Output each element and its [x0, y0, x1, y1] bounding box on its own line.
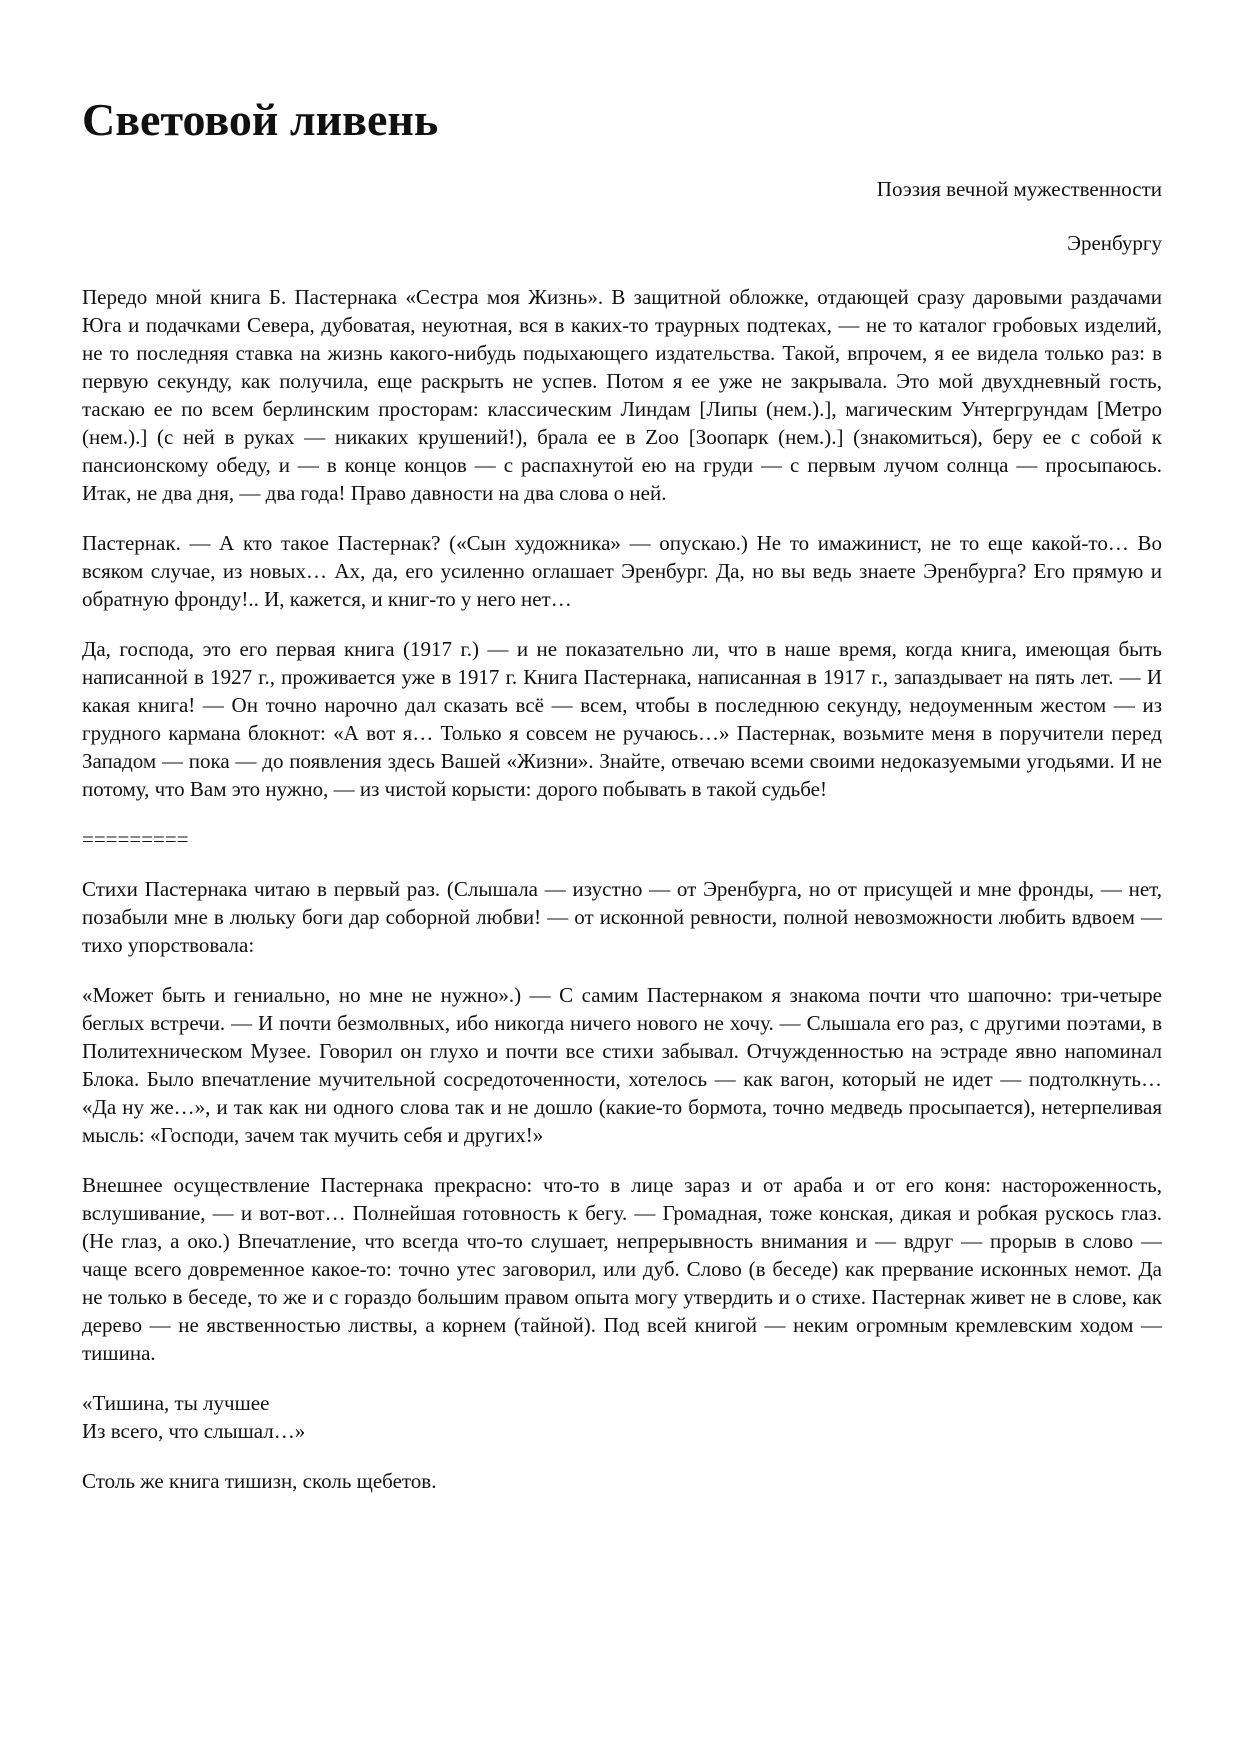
poem-quote [82, 1389, 1162, 1445]
dedication: Эренбургу [1067, 231, 1162, 256]
subtitle: Поэзия вечной мужественности [876, 177, 1162, 202]
paragraph-2: Пастернак. — А кто такое Пастернак? («Сын художника» — опускаю.) Не то имажинист, не то еще какой-то… Во всяком случае, из новых… Ах, да, его усиленно оглашает Эренбург. Да, но вы ведь знаете Эренбурга? Его прямую и обратную фронду!.. И, кажется, и книг-то у него нет… [82, 531, 1162, 612]
quote-line-2: Из всего, что слышал…» [82, 1419, 306, 1444]
document-title: Световой ливень [82, 94, 439, 145]
paragraph-6: Внешнее осуществление Пастернака прекрасно: что-то в лице зараз и от араба и от его коня: настороженность, вслушивание, — и вот-вот… Полнейшая готовность к бегу. — Громадная, тоже конская, дикая и робкая рускось глаз. (Не глаз, а око.) Впечатление, что всегда что-то слушает, непрерывность внимания и — вдруг — прорыв в слово — чаще всего довременное какое-то: точно утес заговорил, или дуб. Слово (в беседе) как прервание исконных немот. Да не только в беседе, то же и с гораздо большим правом опыта могу утвердить и о стихе. Пастернак живет не в слове, как дерево — не явственностью листвы, а корнем (тайной). Под всей книгой — неким огромным кремлевским ходом — тишина. [82, 1173, 1162, 1366]
document-page [82, 92, 1162, 1517]
quote-line-1: «Тишина, ты лучшее [82, 1391, 270, 1416]
paragraph-3: Да, господа, это его первая книга (1917 г.) — и не показательно ли, что в наше время, когда книга, имеющая быть написанной в 1927 г., проживается уже в 1917 г. Книга Пастернака, написанная в 1917 г., запаздывает на пять лет. — И какая книга! — Он точно нарочно дал сказать всё — всем, чтобы в последнюю секунду, недоуменным жестом — из грудного кармана блокнот: «А вот я… Только я совсем не ручаюсь…» Пастернак, возьмите меня в поручители перед Западом — пока — до появления здесь Вашей «Жизни». Знайте, отвечаю всеми своими недоказуемыми угодьями. И не потому, что Вам это нужно, — из чистой корысти: дорого побывать в такой судьбе! [82, 637, 1162, 802]
paragraph-4: Стихи Пастернака читаю в первый раз. (Слышала — изустно — от Эренбурга, но от присущей и мне фронды, — нет, позабыли мне в люльку боги дар соборной любви! — от исконной ревности, полной невозможности любить вдвоем — тихо упорствовала: [82, 877, 1162, 958]
section-separator: ========= [82, 827, 189, 852]
paragraph-5: «Может быть и гениально, но мне не нужно».) — С самим Пастернаком я знакома почти что шапочно: три-четыре беглых встречи. — И почти безмолвных, ибо никогда ничего нового не хочу. — Слышала его раз, с другими поэтами, в Политехническом Музее. Говорил он глухо и почти все стихи забывал. Отчужденностью на эстраде явно напоминал Блока. Было впечатление мучительной сосредоточенности, хотелось — как вагон, который не идет — подтолкнуть… «Да ну же…», и так как ни одного слова так и не дошло (какие-то бормота, точно медведь просыпается), нетерпеливая мысль: «Господи, зачем так мучить себя и других!» [82, 983, 1162, 1148]
paragraph-1: Передо мной книга Б. Пастернака «Сестра моя Жизнь». В защитной обложке, отдающей сразу даровыми раздачами Юга и подачками Севера, дубоватая, неуютная, вся в каких-то траурных подтеках, — не то каталог гробовых изделий, не то последняя ставка на жизнь какого-нибудь подыхающего издательства. Такой, впрочем, я ее видела только раз: в первую секунду, как получила, еще раскрыть не успев. Потом я ее уже не закрывала. Это мой двухдневный гость, таскаю ее по всем берлинским просторам: классическим Линдам [Липы (нем.).], магическим Унтергрундам [Метро (нем.).] (с ней в руках — никаких крушений!), брала ее в Zoo [Зоопарк (нем.).] (знакомиться), беру ее с собой к пансионскому обеду, и — в конце концов — с распахнутой ею на груди — с первым лучом солнца — просыпаюсь. Итак, не два дня, — два года! Право давности на два слова о ней. [82, 285, 1162, 506]
closing-line: Столь же книга тишизн, сколь щебетов. [82, 1469, 437, 1494]
